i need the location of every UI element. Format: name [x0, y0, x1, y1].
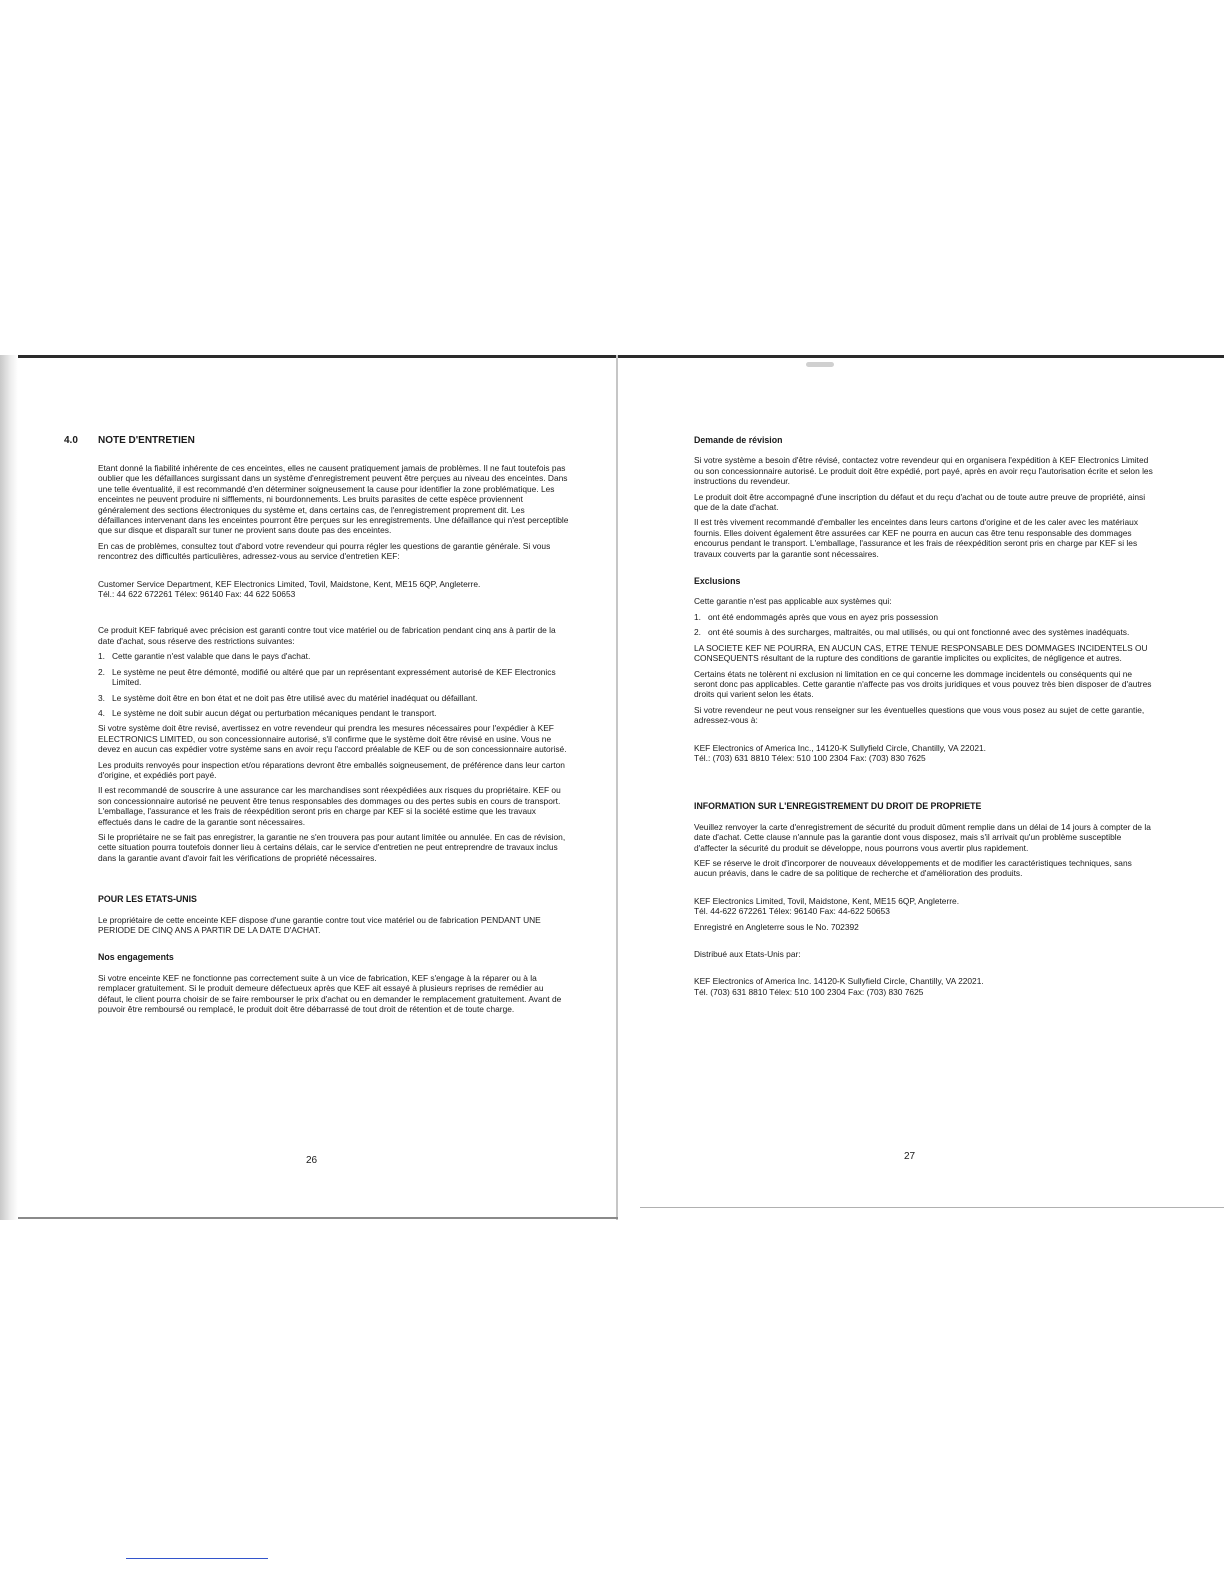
revision-paragraph: Si votre système a besoin d'être révisé, contactez votre revendeur qui en organisera l'expédition à KEF Electronics Limited ou son concessionnaire autorisé. Le produit doit être expédié, port payé, après en avoir reçu l'autorisation écrite et selon les instructions du revendeur. [694, 455, 1153, 487]
ownership-heading: INFORMATION SUR L'ENREGISTREMENT DU DROIT DE PROPRIETE [694, 801, 982, 812]
body-paragraph: Si votre système doit être revisé, avertissez en votre revendeur qui prendra les mesures nécessaires pour l'expédier à KEF ELECTRONICS LIMITED, ou son concessionnaire autorisé, s'il confirme que le système doit être révisé en usine. Vous ne devez en aucun cas expédier votre système sans en avoir reçu l'accord préalable de KEF ou de son concessionnaire autorisé. [98, 723, 567, 755]
page-number: 26 [306, 1155, 318, 1166]
distributor-address: KEF Electronics of America Inc. 14120-K Sullyfield Circle, Chantilly, VA 22021. [694, 976, 984, 987]
revision-paragraph: Le produit doit être accompagné d'une inscription du défaut et du reçu d'achat ou de toute autre preuve de propriété, ainsi que de la date d'achat. [694, 491, 1146, 513]
uk-address: KEF Electronics Limited, Tovil, Maidstone, Kent, ME15 6QP, Angleterre. [694, 895, 960, 906]
left-body [98, 463, 570, 1019]
exclusions-paragraph: Si votre revendeur ne peut vous renseigner sur les éventuelles questions que vous vous posez au sujet de cette garantie, adressez-vous à: [694, 704, 1145, 726]
us-heading: POUR LES ETATS-UNIS [98, 894, 197, 905]
right-page [618, 355, 1224, 1220]
list-item: 2. ont été soumis à des surcharges, maltraités, ou mal utilisés, ou qui ont fonctionné avec des systèmes inadéquats. [694, 627, 1130, 638]
left-page [18, 355, 616, 1220]
uk-contact: Tél. 44-622 672261 Télex: 96140 Fax: 44-622 50653 [694, 906, 890, 917]
distributor-contact: Tél. (703) 631 8810 Télex: 510 100 2304 Fax: (703) 830 7625 [694, 986, 924, 997]
exclusions-paragraph: Certains états ne tolèrent ni exclusion ni limitation en ce qui concerne les dommage incidentels ou conséquents qui ne seront donc pas applicables. Cette garantie n'affecte pas vos droits juridiques et vous pouvez très bien disposer de d'autres droits qui varient selon les états. [694, 668, 1152, 700]
service-contact: Tél.: 44 622 672261 Télex: 96140 Fax: 44 622 50653 [98, 589, 296, 600]
intro-paragraph: En cas de problèmes, consultez tout d'abord votre revendeur qui pourra régler les questions de garantie générale. Si vous rencontrez des difficultés particulières, adressez-vous au service d'entretien KEF: [98, 540, 551, 562]
page-number: 27 [904, 1151, 916, 1162]
warranty-intro: Ce produit KEF fabriqué avec précision est garanti contre tout vice matériel ou de fabrication pendant cinq ans à partir de la date d'achat, sous réserve des restrictions suivantes: [98, 625, 556, 646]
page-spread [0, 355, 1224, 1220]
ownership-paragraph: Veuillez renvoyer la carte d'enregistrement de sécurité du produit dûment remplie dans un délai de 14 jours à compter de la date d'achat. Cette clause n'annule pas la garantie dont vous disposez, mais s'il arrivait qu'un problème susceptible d'affecter la sécurité du produit se développe, nous pourrons vous avertir plus rapidement. [694, 821, 1151, 853]
body-paragraph: Il est recommandé de souscrire à une assurance car les marchandises sont réexpédiées aux risques du propriétaire. KEF ou son concessionnaire autorisé ne peuvent être tenus responsables des dommages ou des pertes subis en cours de transport. L'emballage, l'assurance et les frais de réexpédition seront pris en charge par KEF si la société estime que les travaux effectués dans le cadre de la garantie sont nécessaires. [98, 785, 561, 827]
us-paragraph: Le propriétaire de cette enceinte KEF dispose d'une garantie contre tout vice matériel ou de fabrication PENDANT UNE PERIODE DE CINQ ANS A PARTIR DE LA DATE D'ACHAT. [98, 914, 541, 935]
service-address: Customer Service Department, KEF Electronics Limited, Tovil, Maidstone, Kent, ME15 6QP, Angleterre. [98, 578, 481, 589]
footer-link-underline [126, 1558, 268, 1559]
exclusions-heading: Exclusions [694, 576, 741, 587]
body-paragraph: Les produits renvoyés pour inspection et/ou réparations devront être emballés soigneusement, de préférence dans leur carton d'origine, et expédiés port payé. [98, 759, 565, 780]
distributed-label: Distribué aux Etats-Unis par: [694, 949, 801, 959]
revision-paragraph: Il est très vivement recommandé d'emballer les enceintes dans leurs cartons d'origine et de les caler avec les matériaux fournis. Elles doivent également être assurées car KEF ne pourra en aucun cas être tenu responsable des dommages encourus pendant le transport. L'emballage, l'assurance et les frais de réexpédition seront pris en charge par KEF si les travaux couverts par la garantie sont nécessaires. [694, 517, 1139, 559]
list-item: 1. Cette garantie n'est valable que dans le pays d'achat. [98, 651, 311, 662]
engagements-heading: Nos engagements [98, 952, 174, 963]
exclusions-intro: Cette garantie n'est pas applicable aux systèmes qui: [694, 596, 892, 607]
section-title: NOTE D'ENTRETIEN [98, 435, 195, 446]
ownership-paragraph: KEF se réserve le droit d'incorporer de nouveaux développements et de modifier les caractéristiques techniques, sans aucun préavis, dans le cadre de sa politique de recherche et d'amélioration des produits. [694, 857, 1132, 879]
us-address: KEF Electronics of America Inc., 14120-K Sullyfield Circle, Chantilly, VA 22021. [694, 742, 987, 753]
section-number: 4.0 [64, 435, 78, 446]
intro-paragraph: Etant donné la fiabilité inhérente de ces enceintes, elles ne causent pratiquement jamais de problèmes. Il ne faut toutefois pas oublier que les défaillances surgissant dans un système d'enregistrement peuvent être perçues au niveau des enceintes. Dans une telle éventualité, il est recommandé d'en déterminer soigneusement la cause pour identifier la zone problématique. Les enceintes ne peuvent produire ni sifflements, ni bourdonnements. Les bruits parasites de cette espèce proviennent généralement des sections électroniques du système et, dans certains cas, de l'enregistrement proprement dit. Les défaillances intervenant dans les enceintes pourront être perçues sur les enregistrements. Une défaillance qui n'est perceptible que sur disque et disparaît sur tuner ne provient sans doute pas des enceintes. [98, 463, 569, 536]
scan-left-shadow [0, 355, 18, 1220]
list-item: 4. Le système ne doit subir aucun dégat ou perturbation mécaniques pendant le transport. [98, 707, 437, 718]
us-contact: Tél.: (703) 631 8810 Télex: 510 100 2304 Fax: (703) 830 7625 [694, 752, 926, 763]
right-body [694, 435, 1156, 997]
registration-number: Enregistré en Angleterre sous le No. 702392 [694, 921, 859, 932]
list-item: 3. Le système doit être en bon état et ne doit pas être utilisé avec du matériel inadéquat ou défaillant. [98, 692, 478, 703]
revision-heading: Demande de révision [694, 435, 783, 445]
list-item: 1. ont été endommagés après que vous en ayez pris possession [694, 611, 938, 622]
engagements-paragraph: Si votre enceinte KEF ne fonctionne pas correctement suite à un vice de fabrication, KEF s'engage à la réparer ou à la remplacer gratuitement. Si le produit demeure défectueux après que KEF ait essayé à plusieurs reprises de remédier au défaut, le client pourra choisir de se faire rembourser le prix d'achat ou en demander le remplacement gratuitement. Avant de pouvoir être remboursé ou remplacé, le produit doit être débarrassé de tout droit de rétention et de toute charge. [98, 972, 562, 1015]
list-item: 2. Le système ne peut être démonté, modifié ou altéré que par un représentant expressément autorisé de KEF Electronics Limited. [98, 666, 556, 688]
body-paragraph: Si le propriétaire ne se fait pas enregistrer, la garantie ne s'en trouvera pas pour autant limitée ou annulée. En cas de révision, cette situation pourra toutefois donner lieu à certains délais, car le service d'entretien ne peut entreprendre de travaux inclus dans la garantie avant d'avoir fait les vérifications de propriété nécessaires. [98, 831, 566, 863]
exclusions-paragraph: LA SOCIETE KEF NE POURRA, EN AUCUN CAS, ETRE TENUE RESPONSABLE DES DOMMAGES INCIDENTELS OU CONSEQUENTS résultant de la rupture des conditions de garantie implicites ou explicites, de négligence et autres. [694, 642, 1148, 664]
